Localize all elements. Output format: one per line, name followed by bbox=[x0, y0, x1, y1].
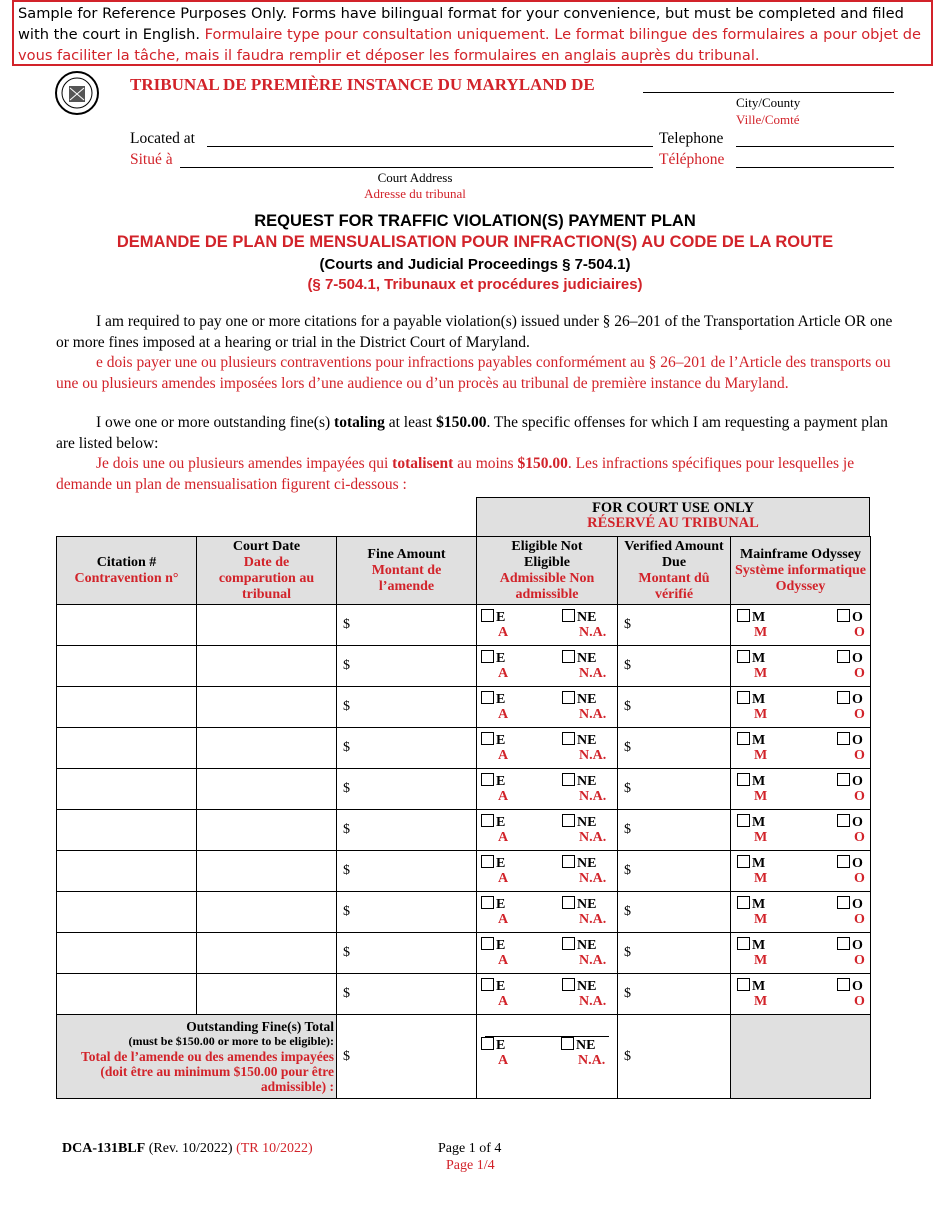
total-label: Outstanding Fine(s) Total (must be $150.00 or more to be eligible): Total de l’amende ou des amendes impayées (doit être au minimum $150.00 pour être admissible) : bbox=[57, 1015, 337, 1099]
mainframe-checkbox[interactable]: M bbox=[737, 978, 765, 995]
statute-ref-fr: (§ 7-504.1, Tribunaux et procédures judiciaires) bbox=[307, 276, 643, 293]
statement-paragraph-1 bbox=[56, 312, 896, 394]
city-county-field[interactable] bbox=[643, 74, 894, 93]
checkbox-icon bbox=[561, 1037, 574, 1050]
court-title: TRIBUNAL DE PREMIÈRE INSTANCE DU MARYLAND DE bbox=[130, 75, 595, 94]
checkbox-icon bbox=[737, 855, 750, 868]
citation-table bbox=[56, 536, 871, 1099]
court-date-input[interactable] bbox=[197, 810, 337, 851]
odyssey-checkbox[interactable]: O bbox=[837, 978, 863, 995]
odyssey-checkbox[interactable]: O bbox=[837, 896, 863, 913]
table-header-row bbox=[57, 537, 871, 605]
citation-input[interactable] bbox=[57, 687, 197, 728]
checkbox-icon bbox=[481, 814, 494, 827]
col-verified-amount: Verified Amount Due Montant dû vérifié bbox=[618, 537, 731, 605]
checkbox-icon bbox=[562, 773, 575, 786]
checkbox-icon bbox=[837, 855, 850, 868]
located-at-label: Located at bbox=[130, 130, 195, 147]
mainframe-cell: M M O O bbox=[731, 892, 871, 933]
mainframe-cell: M M O O bbox=[731, 810, 871, 851]
eligibility-cell: E A NE N.A. bbox=[477, 769, 618, 810]
eligible-checkbox[interactable]: E bbox=[481, 978, 505, 995]
not-eligible-checkbox[interactable]: NE bbox=[562, 691, 596, 708]
verified-amount-input[interactable]: $ bbox=[618, 851, 731, 892]
checkbox-icon bbox=[737, 896, 750, 909]
col-eligible: Eligible Not Eligible Admissible Non admissible bbox=[477, 537, 618, 605]
eligibility-cell: E A NE N.A. bbox=[477, 933, 618, 974]
checkbox-icon bbox=[481, 773, 494, 786]
not-eligible-checkbox[interactable]: NE bbox=[562, 773, 596, 790]
checkbox-icon bbox=[562, 650, 575, 663]
banner-en: Sample for Reference Purposes Only. Forms have bilingual format for your convenience, but must be completed and filed with the court in English. bbox=[18, 5, 904, 43]
mainframe-checkbox[interactable]: M bbox=[737, 732, 765, 749]
checkbox-icon bbox=[562, 609, 575, 622]
checkbox-icon bbox=[737, 814, 750, 827]
checkbox-icon bbox=[737, 937, 750, 950]
col-citation: Citation # Contravention n° bbox=[57, 537, 197, 605]
eligibility-cell: E A NE N.A. bbox=[477, 810, 618, 851]
verified-amount-input[interactable]: $ bbox=[618, 892, 731, 933]
checkbox-icon bbox=[562, 814, 575, 827]
total-mainframe-blank bbox=[731, 1015, 871, 1099]
fine-amount-input[interactable]: $ bbox=[337, 810, 477, 851]
checkbox-icon bbox=[737, 691, 750, 704]
checkbox-icon bbox=[481, 732, 494, 745]
mainframe-checkbox[interactable]: M bbox=[737, 691, 765, 708]
checkbox-icon bbox=[737, 609, 750, 622]
form-title: REQUEST FOR TRAFFIC VIOLATION(S) PAYMENT PLAN bbox=[254, 212, 696, 230]
odyssey-checkbox[interactable]: O bbox=[837, 937, 863, 954]
not-eligible-checkbox[interactable]: NE bbox=[562, 896, 596, 913]
eligible-checkbox[interactable]: E bbox=[481, 855, 505, 872]
checkbox-icon bbox=[837, 732, 850, 745]
table-row bbox=[57, 851, 871, 892]
odyssey-checkbox[interactable]: O bbox=[837, 650, 863, 667]
not-eligible-checkbox[interactable]: NE bbox=[562, 937, 596, 954]
citation-input[interactable] bbox=[57, 974, 197, 1015]
checkbox-icon bbox=[837, 650, 850, 663]
telephone-field[interactable] bbox=[736, 130, 894, 147]
mainframe-cell: M M O O bbox=[731, 851, 871, 892]
maryland-seal-icon bbox=[54, 70, 100, 116]
odyssey-checkbox[interactable]: O bbox=[837, 609, 863, 626]
not-eligible-checkbox[interactable]: NE bbox=[562, 978, 596, 995]
col-fine-amount: Fine Amount Montant de l’amende bbox=[337, 537, 477, 605]
mainframe-cell: M M O O bbox=[731, 605, 871, 646]
mainframe-cell: M M O O bbox=[731, 687, 871, 728]
eligible-checkbox[interactable]: E bbox=[481, 650, 505, 667]
checkbox-icon bbox=[481, 855, 494, 868]
page-number: Page 1 of 4 bbox=[438, 1141, 502, 1156]
mainframe-checkbox[interactable]: M bbox=[737, 937, 765, 954]
fine-amount-input[interactable]: $ bbox=[337, 605, 477, 646]
court-address-caption: Court Address bbox=[377, 170, 453, 185]
fine-amount-input[interactable]: $ bbox=[337, 892, 477, 933]
table-row bbox=[57, 687, 871, 728]
court-date-input[interactable] bbox=[197, 892, 337, 933]
mainframe-checkbox[interactable]: M bbox=[737, 896, 765, 913]
statement-paragraph-2 bbox=[56, 413, 896, 495]
mainframe-cell: M M O O bbox=[731, 933, 871, 974]
verified-amount-input[interactable]: $ bbox=[618, 728, 731, 769]
mainframe-cell: M M O O bbox=[731, 728, 871, 769]
odyssey-checkbox[interactable]: O bbox=[837, 773, 863, 790]
statement-2-en: I owe one or more outstanding fine(s) totaling at least $150.00. The specific offenses for which I am requesting a payment plan are listed below: bbox=[56, 414, 888, 452]
citation-input[interactable] bbox=[57, 851, 197, 892]
odyssey-checkbox[interactable]: O bbox=[837, 814, 863, 831]
mainframe-checkbox[interactable]: M bbox=[737, 609, 765, 626]
court-address-caption-fr: Adresse du tribunal bbox=[364, 186, 466, 201]
table-row bbox=[57, 769, 871, 810]
telephone-label-fr: Téléphone bbox=[659, 151, 725, 168]
eligible-checkbox[interactable]: E bbox=[481, 609, 505, 626]
court-date-input[interactable] bbox=[197, 646, 337, 687]
not-eligible-checkbox[interactable]: NE bbox=[562, 855, 596, 872]
citation-input[interactable] bbox=[57, 605, 197, 646]
eligibility-cell: E A NE N.A. bbox=[477, 687, 618, 728]
checkbox-icon bbox=[481, 609, 494, 622]
verified-amount-input[interactable]: $ bbox=[618, 769, 731, 810]
verified-amount-input[interactable]: $ bbox=[618, 687, 731, 728]
odyssey-checkbox[interactable]: O bbox=[837, 691, 863, 708]
not-eligible-checkbox[interactable]: NE bbox=[562, 814, 596, 831]
eligibility-cell: E A NE N.A. bbox=[477, 605, 618, 646]
verified-amount-input[interactable]: $ bbox=[618, 810, 731, 851]
checkbox-icon bbox=[837, 978, 850, 991]
court-date-input[interactable] bbox=[197, 933, 337, 974]
citation-input[interactable] bbox=[57, 810, 197, 851]
total-amount-input[interactable]: $ bbox=[337, 1015, 477, 1099]
table-row bbox=[57, 728, 871, 769]
checkbox-icon bbox=[837, 691, 850, 704]
form-title-fr: DEMANDE DE PLAN DE MENSUALISATION POUR INFRACTION(S) AU CODE DE LA ROUTE bbox=[116, 233, 834, 251]
checkbox-icon bbox=[481, 896, 494, 909]
odyssey-checkbox[interactable]: O bbox=[837, 855, 863, 872]
fine-amount-input[interactable]: $ bbox=[337, 646, 477, 687]
mainframe-checkbox[interactable]: M bbox=[737, 855, 765, 872]
telephone-field-fr bbox=[736, 151, 894, 168]
located-at-label-fr: Situé à bbox=[130, 151, 173, 168]
citation-input[interactable] bbox=[57, 728, 197, 769]
checkbox-icon bbox=[837, 896, 850, 909]
checkbox-icon bbox=[837, 609, 850, 622]
checkbox-icon bbox=[837, 773, 850, 786]
citation-input[interactable] bbox=[57, 892, 197, 933]
table-row bbox=[57, 892, 871, 933]
fine-amount-input[interactable]: $ bbox=[337, 851, 477, 892]
checkbox-icon bbox=[737, 650, 750, 663]
form-id: DCA-131BLF (Rev. 10/2022) (TR 10/2022) bbox=[62, 1141, 313, 1156]
fine-amount-input[interactable]: $ bbox=[337, 974, 477, 1015]
eligible-checkbox[interactable]: E bbox=[481, 691, 505, 708]
citation-input[interactable] bbox=[57, 769, 197, 810]
checkbox-icon bbox=[481, 691, 494, 704]
not-eligible-checkbox[interactable]: NE bbox=[562, 732, 596, 749]
eligible-checkbox[interactable]: E bbox=[481, 896, 505, 913]
mainframe-checkbox[interactable]: M bbox=[737, 650, 765, 667]
verified-amount-input[interactable]: $ bbox=[618, 974, 731, 1015]
checkbox-icon bbox=[737, 732, 750, 745]
checkbox-icon bbox=[481, 1037, 494, 1050]
court-use-header: FOR COURT USE ONLY RÉSERVÉ AU TRIBUNAL bbox=[476, 497, 870, 537]
checkbox-icon bbox=[837, 937, 850, 950]
fine-amount-input[interactable]: $ bbox=[337, 769, 477, 810]
checkbox-icon bbox=[737, 773, 750, 786]
eligibility-cell: E A NE N.A. bbox=[477, 728, 618, 769]
total-verified-amount-input[interactable]: $ bbox=[618, 1015, 731, 1099]
eligibility-cell: E A NE N.A. bbox=[477, 892, 618, 933]
court-address-field[interactable] bbox=[207, 130, 653, 147]
checkbox-icon bbox=[481, 650, 494, 663]
checkbox-icon bbox=[562, 937, 575, 950]
total-not-eligible-checkbox[interactable]: NE bbox=[561, 1037, 595, 1054]
eligible-checkbox[interactable]: E bbox=[481, 937, 505, 954]
checkbox-icon bbox=[562, 855, 575, 868]
fine-amount-input[interactable]: $ bbox=[337, 728, 477, 769]
col-mainframe: Mainframe Odyssey Système informatique Odyssey bbox=[731, 537, 871, 605]
checkbox-icon bbox=[737, 978, 750, 991]
table-row bbox=[57, 646, 871, 687]
citation-input[interactable] bbox=[57, 646, 197, 687]
reference-banner bbox=[12, 0, 933, 66]
verified-amount-input[interactable]: $ bbox=[618, 605, 731, 646]
verified-amount-input[interactable]: $ bbox=[618, 646, 731, 687]
fine-amount-input[interactable]: $ bbox=[337, 933, 477, 974]
page-number-fr: Page 1/4 bbox=[446, 1158, 495, 1173]
odyssey-checkbox[interactable]: O bbox=[837, 732, 863, 749]
court-date-input[interactable] bbox=[197, 974, 337, 1015]
table-row bbox=[57, 933, 871, 974]
total-row bbox=[57, 1015, 871, 1099]
statement-1-en: I am required to pay one or more citations for a payable violation(s) issued under § 26–201 of the Transportation Article OR one or more fines imposed at a hearing or trial in the District Court of Maryland. bbox=[56, 313, 893, 351]
mainframe-cell: M M O O bbox=[731, 769, 871, 810]
not-eligible-checkbox[interactable]: NE bbox=[562, 609, 596, 626]
checkbox-icon bbox=[837, 814, 850, 827]
mainframe-cell: M M O O bbox=[731, 974, 871, 1015]
mainframe-checkbox[interactable]: M bbox=[737, 814, 765, 831]
eligibility-cell: E A NE N.A. bbox=[477, 974, 618, 1015]
statement-1-fr: e dois payer une ou plusieurs contraventions pour infractions payables conformément au § 26–201 de l’Article des transports ou une ou plusieurs amendes imposées lors d’une audience ou d’un procès au tribunal de première instance du Maryland. bbox=[56, 354, 891, 392]
eligible-checkbox[interactable]: E bbox=[481, 732, 505, 749]
court-date-input[interactable] bbox=[197, 728, 337, 769]
table-row bbox=[57, 605, 871, 646]
eligible-checkbox[interactable]: E bbox=[481, 773, 505, 790]
not-eligible-checkbox[interactable]: NE bbox=[562, 650, 596, 667]
checkbox-icon bbox=[562, 732, 575, 745]
city-county-label: City/County bbox=[736, 95, 801, 110]
court-date-input[interactable] bbox=[197, 687, 337, 728]
table-row bbox=[57, 974, 871, 1015]
eligibility-cell: E A NE N.A. bbox=[477, 851, 618, 892]
total-eligibility: E A NE N.A. bbox=[477, 1015, 618, 1099]
checkbox-icon bbox=[562, 691, 575, 704]
total-eligible-checkbox[interactable]: E bbox=[481, 1037, 505, 1054]
court-date-input[interactable] bbox=[197, 769, 337, 810]
telephone-label: Telephone bbox=[659, 130, 724, 147]
checkbox-icon bbox=[562, 896, 575, 909]
court-date-input[interactable] bbox=[197, 851, 337, 892]
table-row bbox=[57, 810, 871, 851]
court-address-field-fr bbox=[180, 151, 653, 168]
checkbox-icon bbox=[562, 978, 575, 991]
banner-fr: Formulaire type pour consultation uniquement. Le format bilingue des formulaires a pour objet de vous faciliter la tâche, mais il faudra remplir et déposer les formulaires en anglais auprès du tribunal. bbox=[18, 26, 922, 64]
mainframe-cell: M M O O bbox=[731, 646, 871, 687]
col-court-date: Court Date Date de comparution au tribunal bbox=[197, 537, 337, 605]
eligibility-cell: E A NE N.A. bbox=[477, 646, 618, 687]
checkbox-icon bbox=[481, 937, 494, 950]
mainframe-checkbox[interactable]: M bbox=[737, 773, 765, 790]
statute-ref: (Courts and Judicial Proceedings § 7-504.1) bbox=[319, 256, 631, 273]
citation-input[interactable] bbox=[57, 933, 197, 974]
verified-amount-input[interactable]: $ bbox=[618, 933, 731, 974]
court-date-input[interactable] bbox=[197, 605, 337, 646]
checkbox-icon bbox=[481, 978, 494, 991]
city-county-label-fr: Ville/Comté bbox=[736, 112, 800, 127]
eligible-checkbox[interactable]: E bbox=[481, 814, 505, 831]
fine-amount-input[interactable]: $ bbox=[337, 687, 477, 728]
statement-2-fr: Je dois une ou plusieurs amendes impayées qui totalisent au moins $150.00. Les infractions spécifiques pour lesquelles je demande un plan de mensualisation figurent ci-dessous : bbox=[56, 455, 855, 493]
